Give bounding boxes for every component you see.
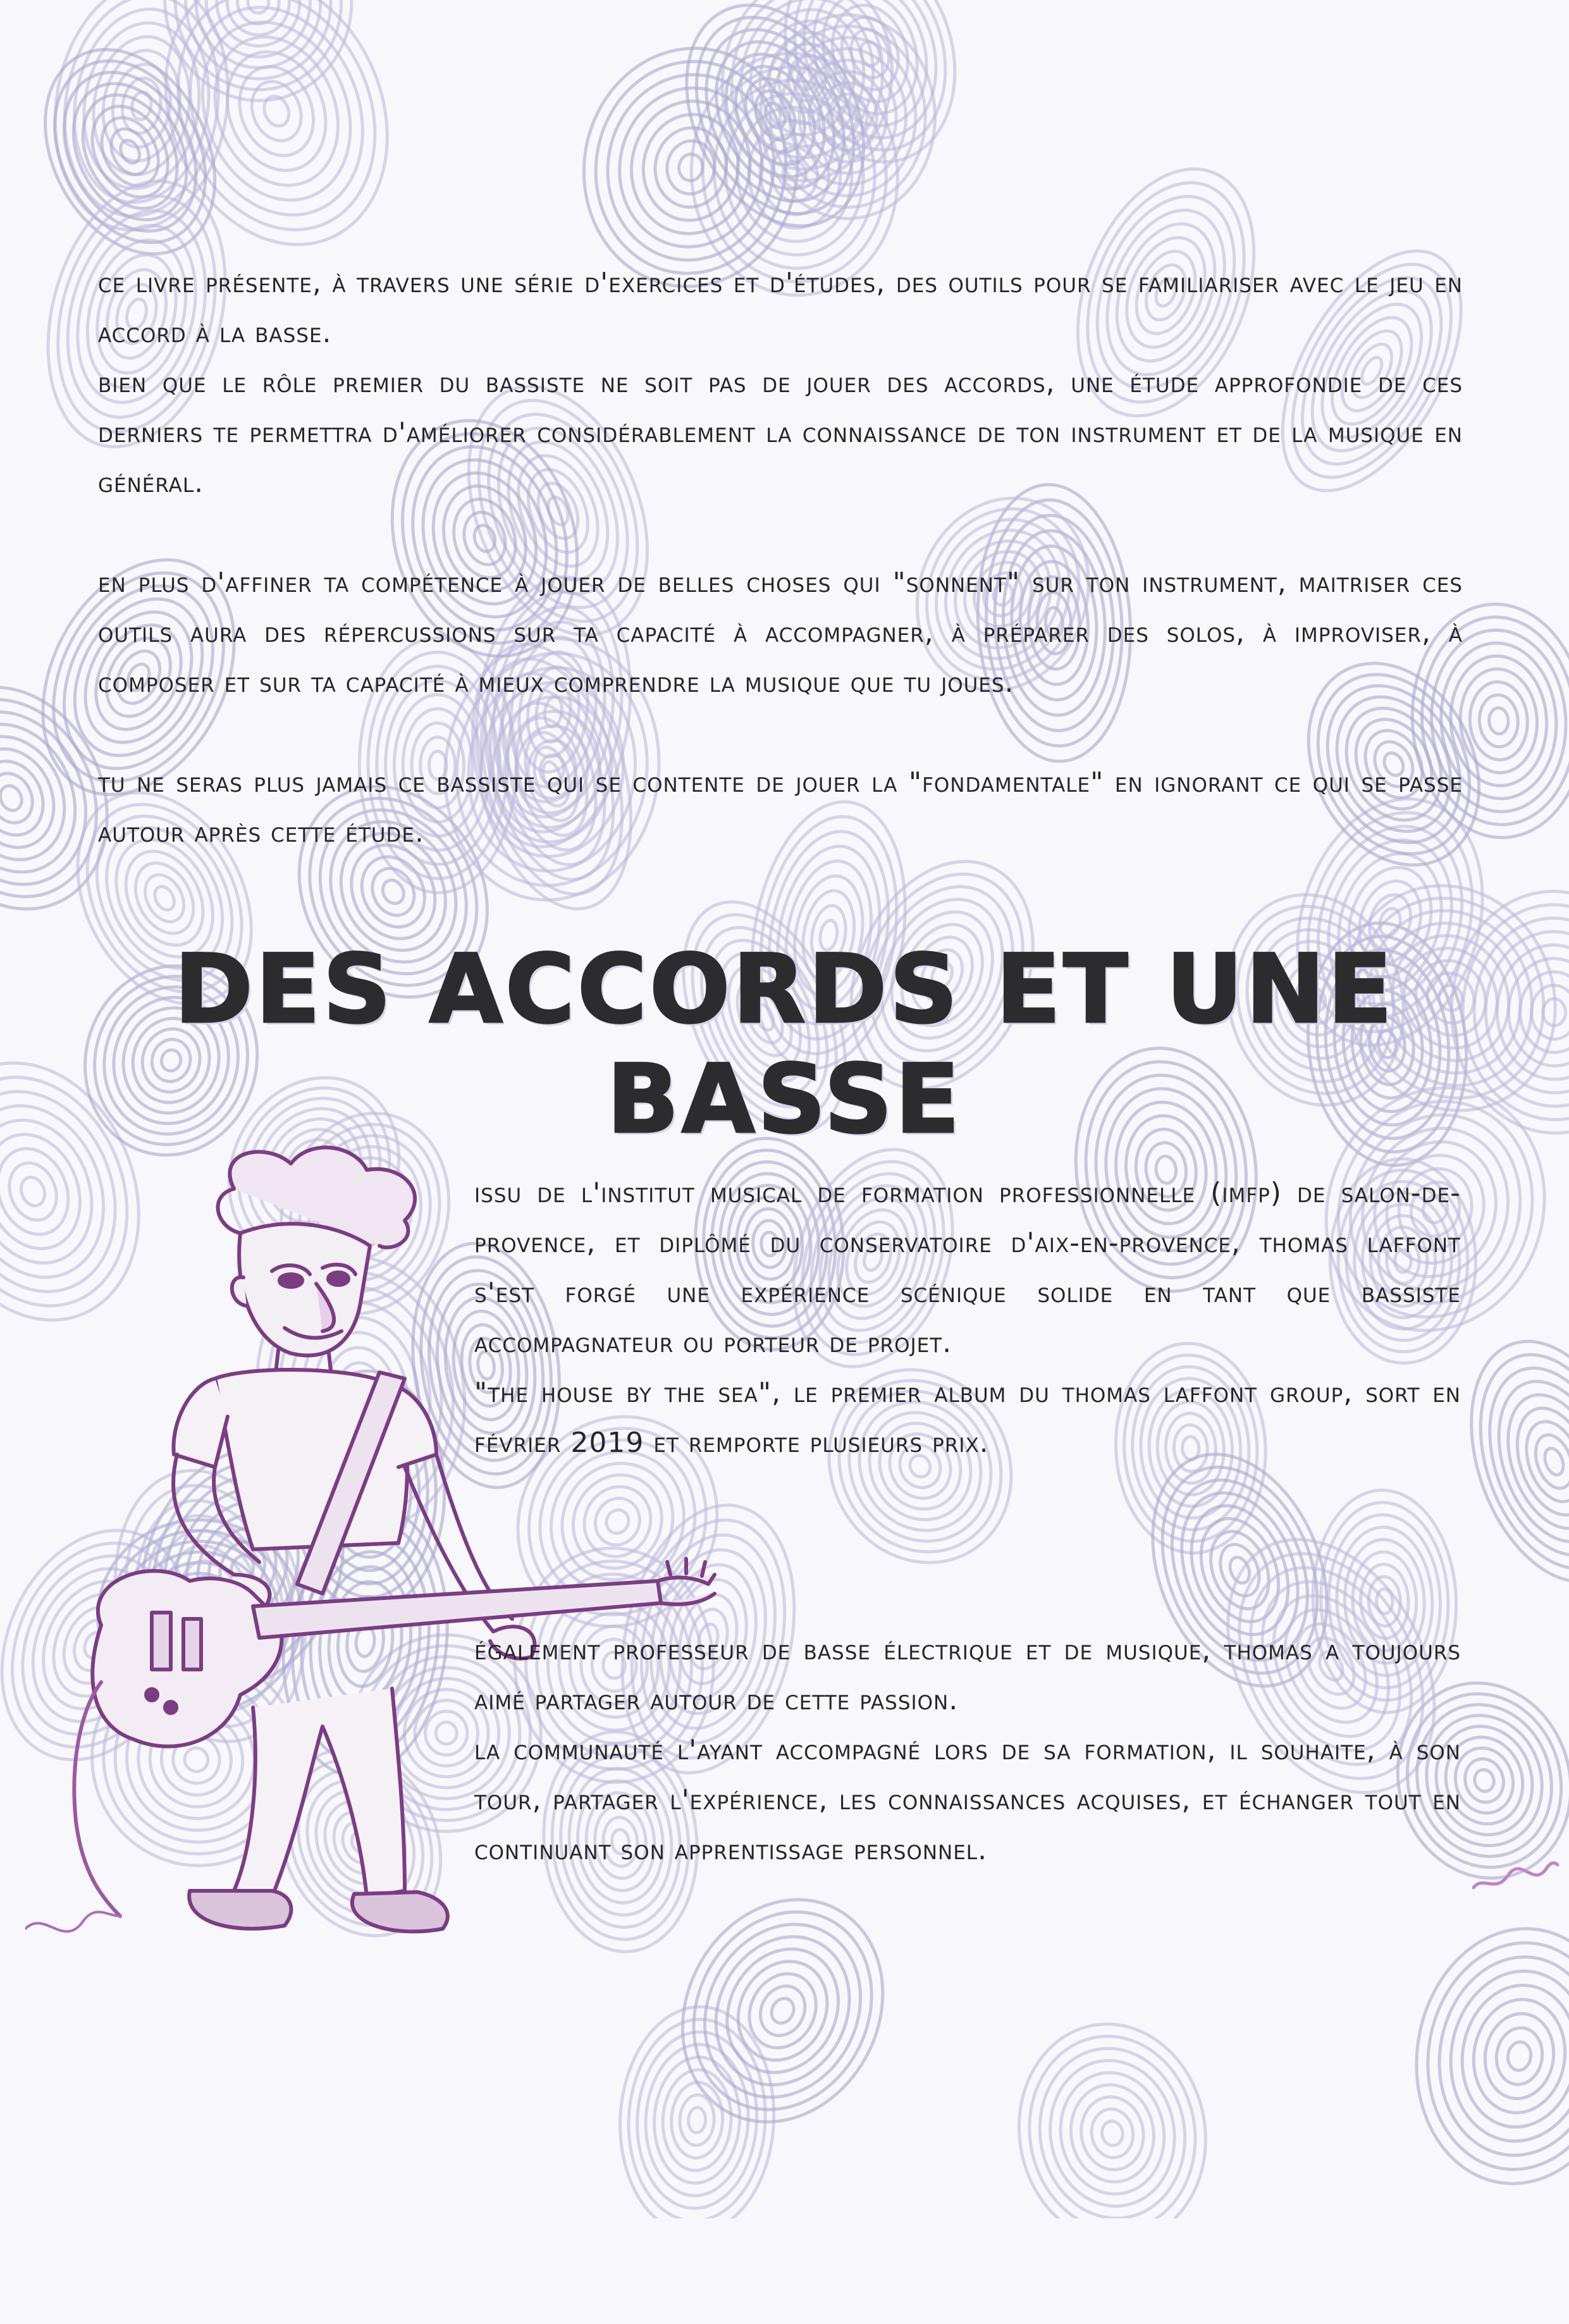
fingerprint	[1400, 1915, 1569, 2198]
intro-paragraph-3: tu ne seras plus jamais ce bassiste qui se contente de jouer la "fondamentale" en ignorant ce qui se passe autour après cette étude.	[98, 766, 1463, 849]
bio-paragraph-4: la communauté l'ayant accompagné lors de sa formation, il souhaite, à son tour, partager l'expérience, les connaissances acquises, et échanger tout en continuant son apprentissage personnel.	[474, 1734, 1461, 1866]
fingerprint	[156, 0, 361, 109]
bio-block-2	[474, 1625, 1461, 1875]
intro-text	[98, 258, 1463, 858]
intro-paragraph-1b: bien que le rôle premier du bassiste ne soit pas de jouer des accords, une étude approfondie de ces derniers te permettra d'améliorer considérablement la connaissance de ton instrument et de la musique en général.	[98, 367, 1463, 499]
bio-block-1	[474, 1168, 1461, 1468]
right-squiggle-decoration-visible	[1470, 1843, 1559, 1900]
page-title: DES ACCORDS ET UNE BASSE	[174, 935, 1395, 1155]
bio-paragraph-2: "the house by the sea", le premier album du thomas laffont group, sort en février 2019 et remporte plusieurs prix.	[474, 1377, 1461, 1459]
intro-paragraph-2: en plus d'affiner ta compétence à jouer de belles choses qui "sonnent" sur ton instrument, maitriser ces outils aura des répercussions sur ta capacité à accompagner, à préparer des solos, à improviser, à composer et sur ta capacité à mieux comprendre la musique que tu joues.	[98, 567, 1463, 699]
intro-paragraph-1a: ce livre présente, à travers une série d'exercices et d'études, des outils pour se familiariser avec le jeu en accord à la basse.	[98, 267, 1463, 349]
bio-paragraph-3: également professeur de basse électrique et de musique, thomas a toujours aimé partager autour de cette passion.	[474, 1634, 1461, 1716]
right-squiggle-thumb	[1467, 2270, 1559, 2308]
bio-paragraph-1: issu de l'institut musical de formation professionnelle (imfp) de salon-de-provence, et diplômé du conservatoire d'aix-en-provence, thomas laffont s'est forgé une expérience scénique solide en tant que bassiste accompagnateur ou porteur de projet.	[474, 1177, 1461, 1359]
fingerprint	[1002, 2009, 1222, 2218]
